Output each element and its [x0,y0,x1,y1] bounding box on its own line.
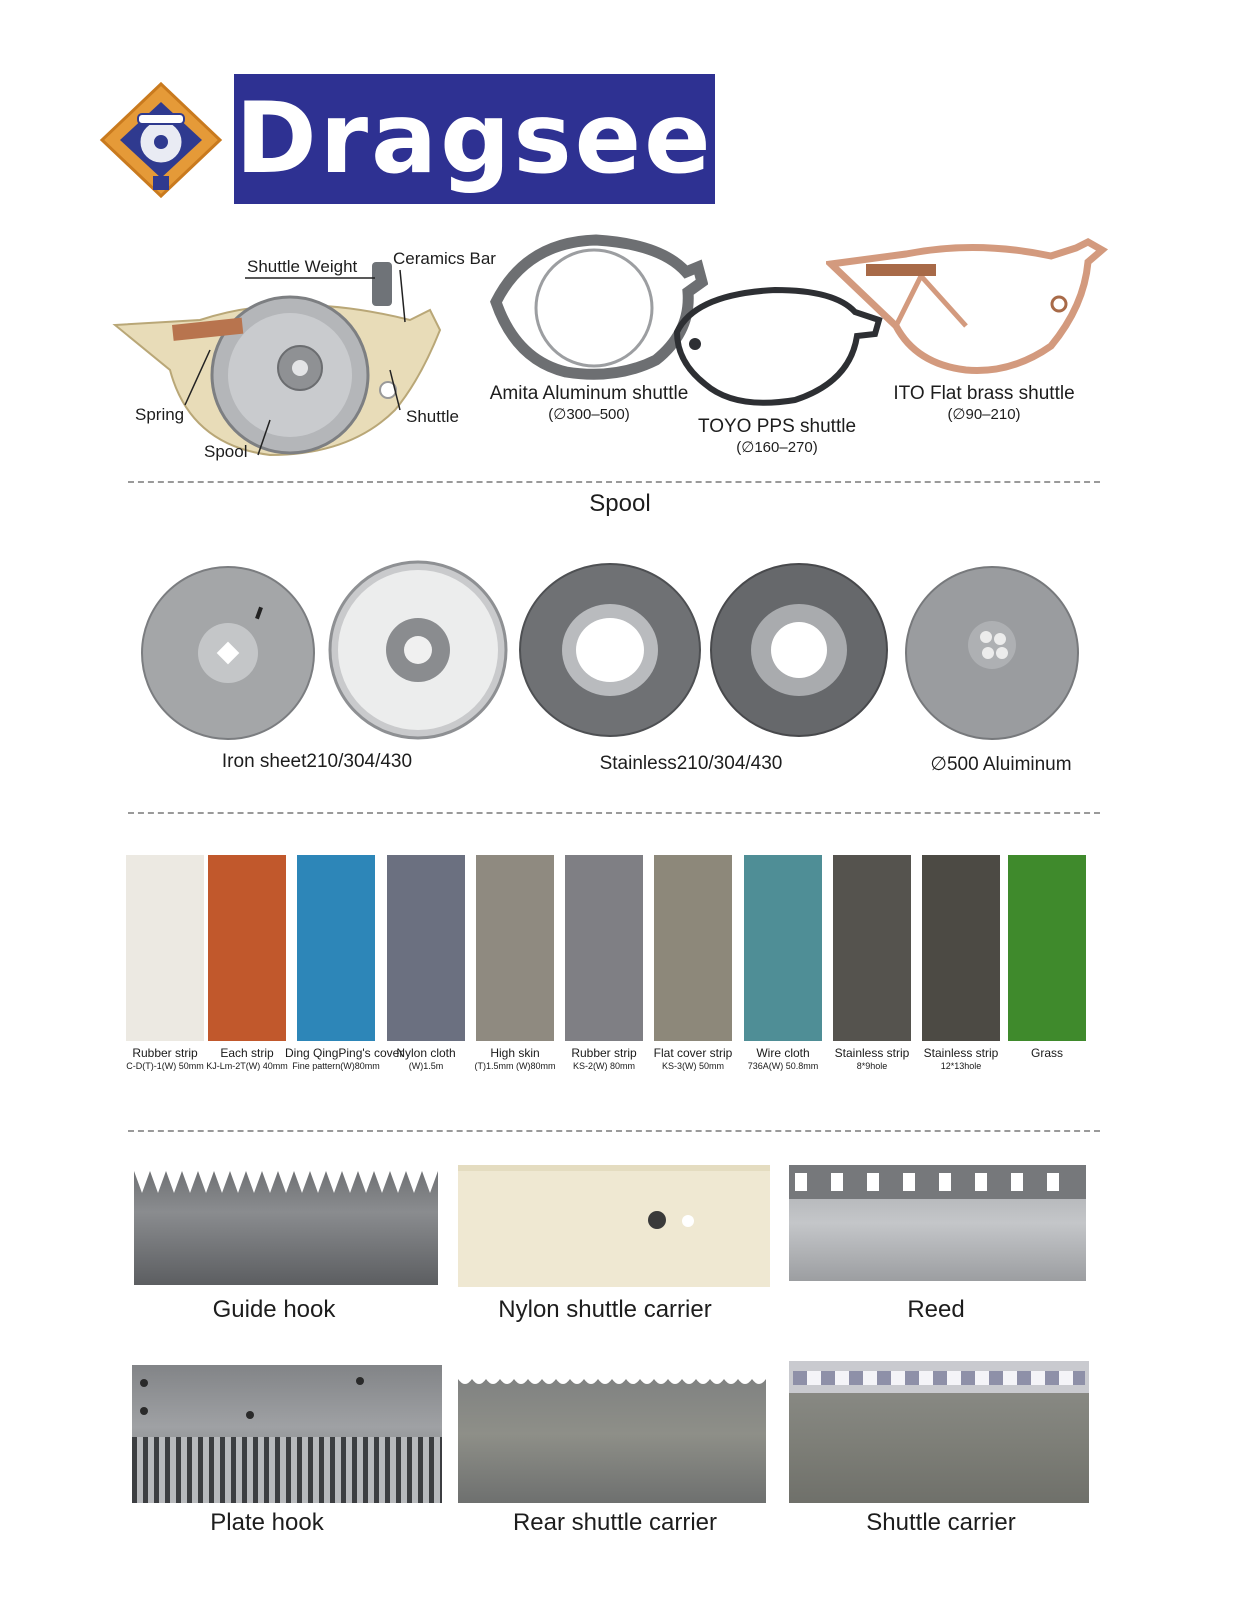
strip-caption [285,1046,404,1072]
part-caption-guide-hook: Guide hook [212,1296,336,1323]
spool-stainless-dark-1-image [518,562,702,738]
strip-swatch [744,855,822,1041]
strip-name: Each strip [220,1046,274,1060]
brand-logo-icon [98,80,224,200]
spool-aluminum-image [904,565,1080,741]
strip-code: C-D(T)-1(W) 50mm [126,1061,204,1071]
strip-swatch [476,855,554,1041]
strip-caption [642,1046,744,1072]
strip-code: 736A(W) 50.8mm [747,1061,819,1071]
label-spring: Spring [135,405,185,424]
strip-swatch [565,855,643,1041]
shuttle-size: (∅300–500) [548,406,630,423]
strip-code: (W)1.5m [408,1061,444,1071]
spool-stainless-light-image [328,560,508,740]
strip-caption [375,1046,477,1072]
strip-swatch [654,855,732,1041]
strip-swatch [387,855,465,1041]
strip-swatch [922,855,1000,1041]
shuttle-size: (∅90–210) [947,406,1021,423]
label-spool: Spool [204,442,248,461]
strip-swatch [297,855,375,1041]
reed-image [789,1165,1086,1281]
strip-caption [464,1046,566,1072]
shuttle-caption-ito [893,383,1075,423]
section-divider [128,481,1100,483]
strip-caption [553,1046,655,1072]
shuttle-name: TOYO PPS shuttle [697,416,857,437]
ito-shuttle-image [826,236,1111,376]
nylon-shuttle-carrier-image [458,1165,770,1287]
plate-hook-image [132,1365,442,1503]
strip-code: KJ-Lm-2T(W) 40mm [206,1061,288,1071]
strip-name: Ding QingPing's cover [285,1046,404,1060]
strip-name: Stainless strip [923,1046,999,1060]
spool-caption-aluminum: ∅500 Aluiminum [930,754,1072,775]
strip-code: 8*9hole [856,1061,888,1071]
strip-swatch [126,855,204,1041]
shuttle-name: Amita Aluminum shuttle [489,383,689,404]
strip-name: Rubber strip [571,1046,637,1060]
label-shuttle: Shuttle [406,407,459,426]
strip-swatch [833,855,911,1041]
shuttle-assembly-diagram [110,250,490,470]
strip-name: Grass [1030,1046,1063,1060]
rear-shuttle-carrier-image [458,1365,766,1503]
shuttle-caption-toyo [688,416,866,456]
label-ceramics-bar: Ceramics Bar [393,249,496,268]
part-caption-reed: Reed [907,1296,965,1323]
shuttle-size: (∅160–270) [736,439,818,456]
strip-code: KS-3(W) 50mm [661,1061,724,1071]
strip-name: Flat cover strip [653,1046,733,1060]
strip-name: High skin [490,1046,540,1060]
strip-name: Wire cloth [756,1046,810,1060]
strip-caption [732,1046,834,1072]
brand-name: Dragsee [235,82,714,196]
strip-code: (T)1.5mm (W)80mm [474,1061,556,1071]
part-caption-plate-hook: Plate hook [210,1509,324,1536]
strip-name: Rubber strip [132,1046,198,1060]
spool-caption-stainless: Stainless210/304/430 [599,753,783,774]
spool-iron-image [140,565,316,741]
section-divider [128,1130,1100,1132]
strip-code: 12*13hole [940,1061,982,1071]
strip-caption [821,1046,923,1072]
strip-swatch [208,855,286,1041]
strip-caption [996,1046,1098,1061]
section-divider [128,812,1100,814]
strip-code: KS-2(W) 80mm [572,1061,635,1071]
part-caption-nylon-shuttle-carrier: Nylon shuttle carrier [498,1296,712,1323]
strip-code: Fine pattern(W)80mm [292,1061,380,1071]
strip-name: Stainless strip [834,1046,910,1060]
shuttle-name: ITO Flat brass shuttle [893,383,1075,404]
spool-caption-iron: Iron sheet210/304/430 [221,751,413,772]
spool-section-title: Spool [589,490,651,517]
strip-swatch [1008,855,1086,1041]
shuttle-caption-amita [488,383,690,423]
part-caption-rear-shuttle-carrier: Rear shuttle carrier [512,1509,718,1536]
guide-hook-image [134,1163,438,1285]
spool-stainless-dark-2-image [710,562,888,738]
strip-caption [196,1046,298,1072]
shuttle-carrier-image [789,1361,1089,1503]
strip-name: Nylon cloth [396,1046,456,1060]
part-caption-shuttle-carrier: Shuttle carrier [866,1509,1016,1536]
label-shuttle-weight: Shuttle Weight [247,257,358,276]
